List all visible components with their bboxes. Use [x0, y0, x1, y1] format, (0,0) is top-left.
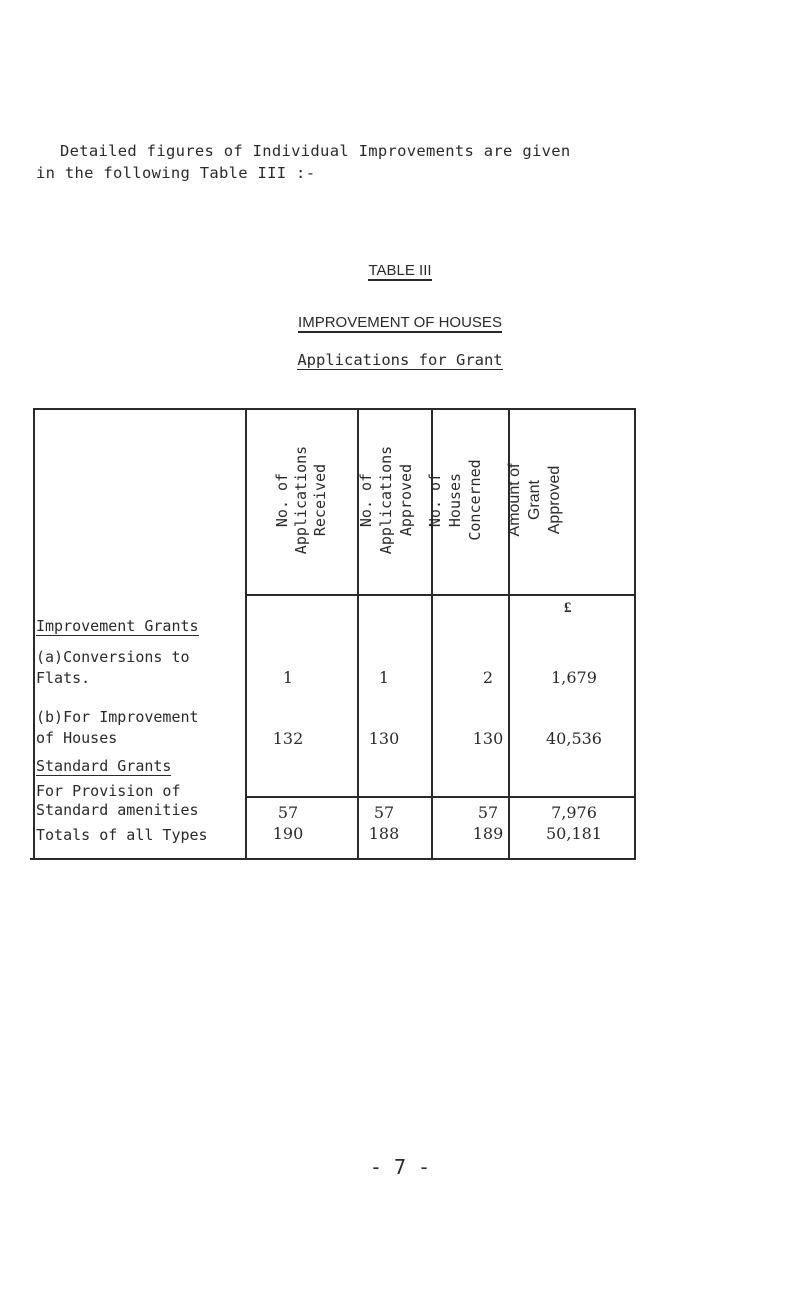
table-cell: 1	[282, 668, 294, 687]
table-cell: 130	[472, 729, 504, 748]
totals-cell: 190	[272, 824, 304, 843]
totals-cell: 50,181	[546, 824, 602, 843]
row-label-flats: Flats.	[36, 669, 91, 687]
table-caption: Applications for Grant	[297, 351, 503, 369]
row-label-houses: of Houses	[36, 729, 118, 747]
header-applications-received: No. of Applications Received	[272, 445, 329, 555]
row-label-amenities: Standard amenities	[36, 801, 199, 819]
section-standard-grants: Standard Grants	[36, 757, 172, 775]
intro-line-1: Detailed figures of Individual Improvements are given	[60, 142, 571, 160]
table-cell: 7,976	[551, 803, 597, 822]
table-cell: 57	[477, 803, 499, 822]
table-cell: 1,679	[551, 668, 597, 687]
currency-symbol: £	[564, 600, 572, 616]
section-improvement-grants: Improvement Grants	[36, 617, 199, 635]
table-cell: 130	[368, 729, 400, 748]
row-label-provision: For Provision of	[36, 782, 181, 800]
table-cell: 57	[277, 803, 299, 822]
table-title: TABLE III	[368, 262, 432, 279]
table-cell: 2	[482, 668, 494, 687]
totals-cell: 188	[368, 824, 400, 843]
totals-label: Totals of all Types	[36, 826, 208, 844]
header-applications-approved: No. of Applications Approved	[357, 445, 415, 555]
table-cell: 1	[378, 668, 390, 687]
table-subtitle: IMPROVEMENT OF HOUSES	[298, 314, 502, 331]
table-cell: 40,536	[546, 729, 602, 748]
totals-cell: 189	[472, 824, 504, 843]
header-amount-of-grant: Amount of Grant Approved	[506, 463, 563, 537]
row-label-improvement: (b)For Improvement	[36, 708, 199, 726]
page-number: - 7 -	[369, 1155, 431, 1179]
table-cell: 132	[272, 729, 304, 748]
intro-line-2: in the following Table III :-	[36, 164, 316, 182]
row-label-conversions: (a)Conversions to	[36, 648, 190, 666]
table-cell: 57	[373, 803, 395, 822]
header-houses-concerned: No. of Houses Concerned	[426, 459, 484, 541]
